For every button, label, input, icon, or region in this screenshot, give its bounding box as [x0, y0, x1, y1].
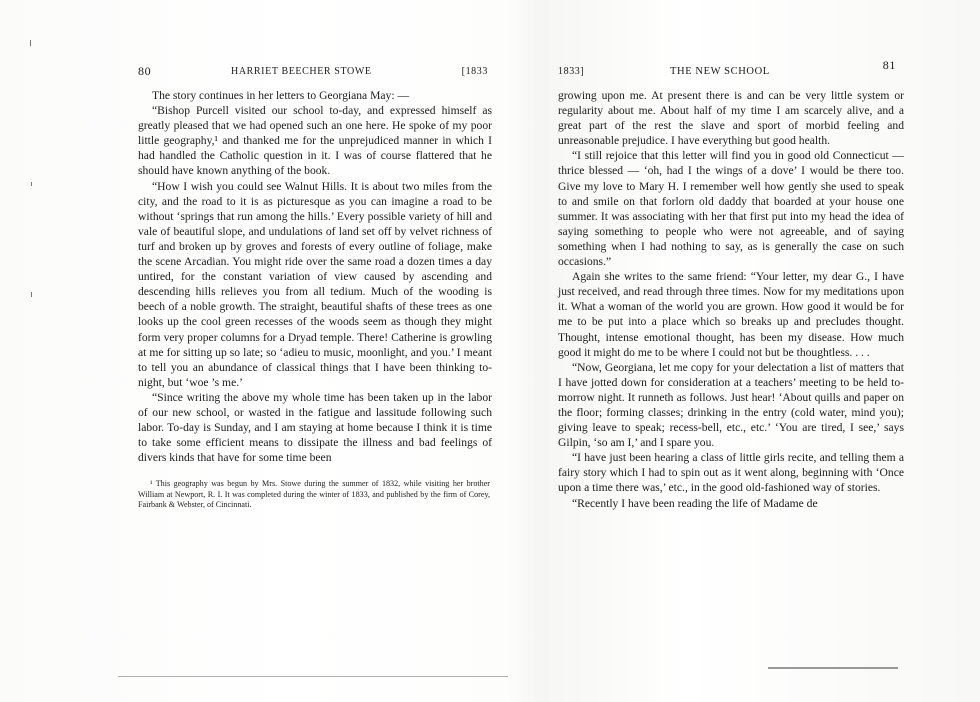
paragraph: “Bishop Purcell visited our school to-day, and expressed himself as greatly pleased that we had opened such an one here. He spoke of my poor little geography,¹ and thanked me for the unprejudiced manner in which I had handled the Catholic question in it. I was of course flattered that he should have known anything of the book. — [138, 104, 492, 178]
paragraph: The story continues in her letters to Georgiana May: — — [152, 89, 410, 102]
right-page — [558, 58, 904, 511]
scan-margin-mark — [31, 182, 32, 186]
scan-margin-mark — [30, 40, 31, 46]
left-page — [138, 62, 492, 511]
scan-edge-mark-right — [768, 667, 898, 669]
paragraph: Again she writes to the same friend: “Your letter, my dear G., I have just received, and read through three times. Now for my meditations upon it. What a woman of the world you are grown. How good it would be for me to be put into a place which so breaks up and precludes thought. Thought, intense emotional thought, has been my disease. How much good it might do me to be where I could not but be thoughtless. . . . — [558, 270, 904, 359]
paragraph: growing upon me. At present there is and can be very little system or regularity about me. About half of my time I am scarcely alive, and a great part of the rest the slave and sport of morbid feeling and unreasonable prejudice. I have everything but good health. — [558, 89, 904, 148]
paragraph: “How I wish you could see Walnut Hills. It is about two miles from the city, and the road to it is as picturesque as you can imagine a road to be without ‘springs that run among the hills.’ Every possible variety of hill and vale of beautiful slope, and undulations of land set off by velvet richness of turf and broken up by groves and forests of every outline of foliage, make the scene Arcadian. You might ride over the same road a dozen times a day untired, for the constant variation of view caused by ascending and descending hills relieves you from all tedium. Much of the wooding is beech of a noble growth. The straight, beautiful shafts of these trees as one looks up the cool green recesses of the woods seem as though they might form very proper columns for a Dryad temple. There! Catherine is growling at me for sitting up so late; so ‘adieu to music, moonlight, and you.’ I meant to tell you an abundance of classical things that I have been thinking to-night, but ‘woe ’s me.’ — [138, 179, 492, 389]
right-header-title: THE NEW SCHOOL — [670, 66, 770, 77]
footnote-text: ¹ This geography was begun by Mrs. Stowe during the summer of 1832, while visiting her brother William at Newport, R. I. It was completed during the winter of 1833, and published by the firm of Corey, Fairbank & Webster, of Cincinnati. — [138, 479, 490, 510]
left-running-head — [138, 62, 492, 82]
left-body-text — [138, 88, 492, 465]
paragraph: “I still rejoice that this letter will find you in good old Connecticut — thrice blessed — ‘oh, had I the wings of a dove’ I would be there too. Give my love to Mary H. I remember well how gently she used to speak to and smile on that forlorn old daddy that boarded at your house one summer. It was associating with her that first put into my head the idea of saying something to people who were not agreeable, and of saying something when I had nothing to say, as is generally the case on such occasions.” — [558, 149, 904, 269]
scan-margin-mark — [31, 292, 32, 297]
footnote — [138, 479, 490, 510]
left-header-title: HARRIET BEECHER STOWE — [231, 66, 372, 77]
left-header-year: [1833 — [461, 66, 488, 77]
right-page-number: 81 — [882, 58, 896, 72]
paragraph: “Recently I have been reading the life of Madame de — [572, 496, 818, 510]
paragraph: “I have just been hearing a class of little girls recite, and telling them a fairy story which I had to spin out as it went along, beginning with ‘Once upon a time there was,’ etc., in the good old-fashioned way of stories. — [558, 451, 904, 495]
right-header-year: 1833] — [558, 66, 585, 77]
scan-edge-mark-left — [118, 676, 508, 677]
paragraph: “Since writing the above my whole time has been taken up in the labor of our new school, or wasted in the fatigue and lassitude following such labor. To-day is Sunday, and I am staying at home because I think it is time to take some efficient means to dissipate the illness and bad feelings of divers kinds that have for some time been — [138, 390, 492, 465]
right-body-text — [558, 88, 904, 511]
left-page-number: 80 — [138, 64, 152, 78]
paragraph: “Now, Georgiana, let me copy for your delectation a list of matters that I have jotted down for consideration at a teachers’ meeting to be held to-morrow night. It runneth as follows. Just hear! ‘About quills and paper on the floor; forming classes; drinking in the entry (cold water, mind you); giving leave to speak; recess-bell, etc., etc.’ ‘You are tired, I see,’ says Gilpin, ‘so am I,’ and I spare you. — [558, 360, 904, 450]
right-running-head — [558, 58, 904, 82]
